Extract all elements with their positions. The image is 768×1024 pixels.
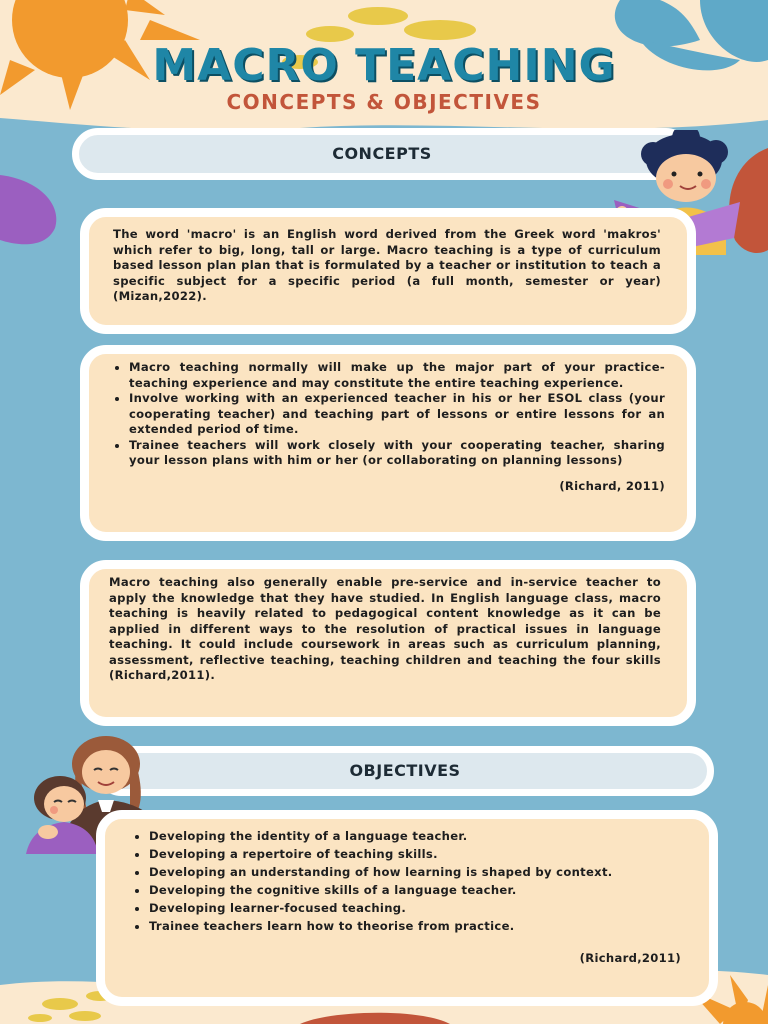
concepts-paragraph-text: Macro teaching also generally enable pre-service and in-service teacher to apply the knowledge that they have studied. In English language class, macro teaching is heavily related to pedagogical content knowledge as it can be applied in different ways to the resolution of practical issues in language teaching. It could include coursework in areas such as curriculum planning, assessment, reflective teaching, teaching children and teaching the four skills (Richard,2011).	[109, 575, 661, 682]
concepts-definition-text: The word 'macro' is an English word derived from the Greek word 'makros' which refer to big, long, tall or large. Macro teaching is a type of curriculum based lesson plan plan that is formulated by a teacher or institution to teach a specific subject for a specific period (a full month, semester or year) (Mizan,2022).	[113, 227, 661, 303]
list-item: • Macro teaching normally will make up the major part of your practice-teaching experience and may constitute the entire teaching experience.	[129, 360, 665, 391]
list-item: • Developing the identity of a language teacher.	[149, 827, 681, 845]
list-item: • Developing learner-focused teaching.	[149, 899, 681, 917]
list-item: • Developing a repertoire of teaching skills.	[149, 845, 681, 863]
list-item: • Trainee teachers will work closely with your cooperating teacher, sharing your lesson plans with him or her (or collaborating on planning lessons)	[129, 438, 665, 469]
list-item: • Involve working with an experienced teacher in his or her ESOL class (your cooperating teacher) and teaching part of lessons or entire lessons for an extended period of time.	[129, 391, 665, 438]
objectives-heading: OBJECTIVES	[349, 761, 461, 780]
concepts-heading: CONCEPTS	[332, 144, 432, 163]
concepts-heading-pill	[72, 128, 692, 180]
list-item: • Developing the cognitive skills of a language teacher.	[149, 881, 681, 899]
page-subtitle: CONCEPTS & OBJECTIVES	[226, 90, 542, 114]
concepts-bullets-card	[80, 345, 696, 541]
objectives-card	[96, 810, 718, 1006]
list-item: • Developing an understanding of how learning is shaped by context.	[149, 863, 681, 881]
concepts-bullet-list	[113, 360, 665, 469]
concepts-definition-card	[80, 208, 696, 334]
objectives-citation: (Richard,2011)	[579, 951, 681, 965]
objectives-heading-pill	[96, 746, 714, 796]
list-item: • Trainee teachers learn how to theorise from practice.	[149, 917, 681, 935]
concepts-paragraph-card	[80, 560, 696, 726]
concepts-bullets-citation: (Richard, 2011)	[559, 478, 665, 493]
page-title: MACRO TEACHING	[152, 40, 616, 91]
objectives-list	[133, 827, 681, 935]
